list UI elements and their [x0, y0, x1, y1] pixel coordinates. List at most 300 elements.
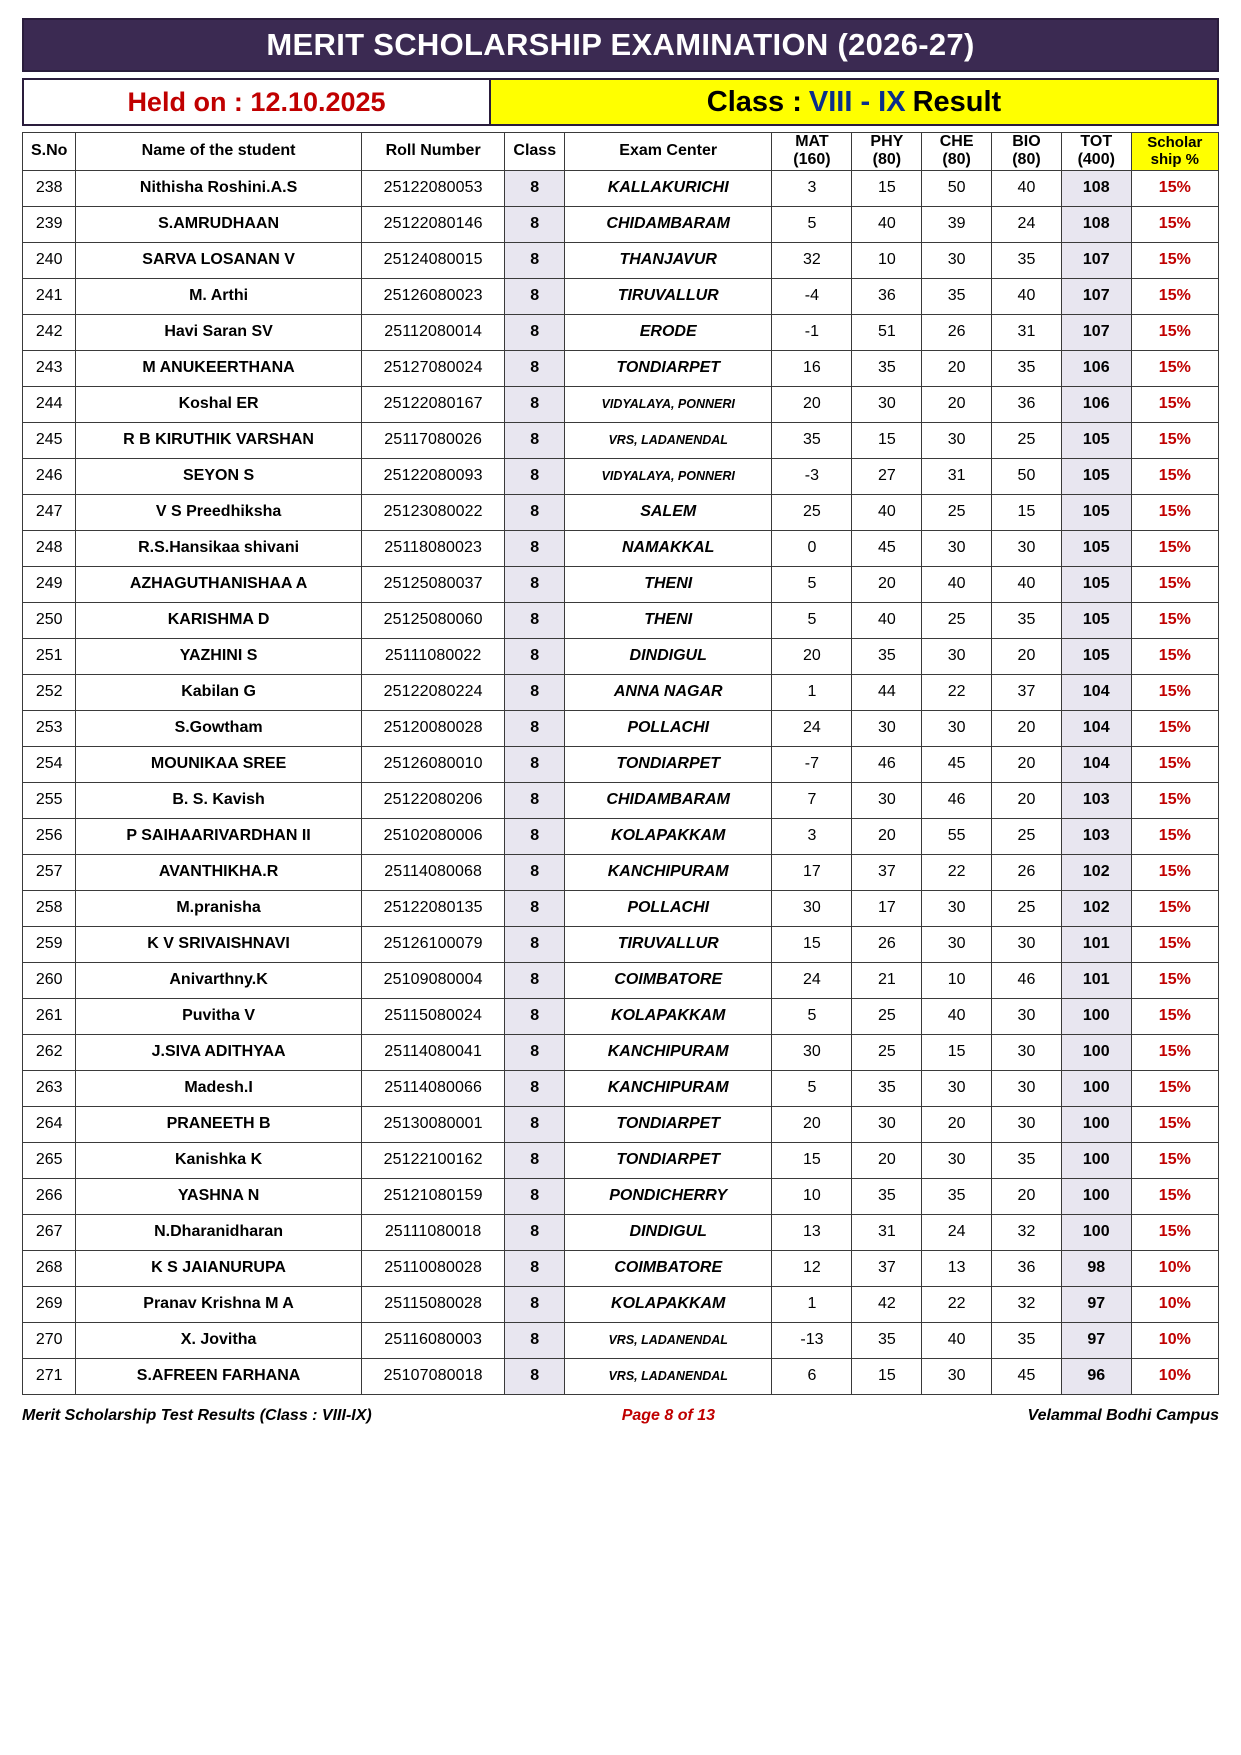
row-roll-number: 25126100079 — [361, 926, 505, 962]
row-mat-score: -4 — [772, 278, 852, 314]
row-phy-score: 51 — [852, 314, 922, 350]
row-phy-score: 35 — [852, 350, 922, 386]
row-mat-score: 35 — [772, 422, 852, 458]
row-scholarship: 15% — [1131, 314, 1218, 350]
row-scholarship: 15% — [1131, 1034, 1218, 1070]
table-row — [23, 566, 1219, 602]
row-total-score: 103 — [1061, 782, 1131, 818]
row-exam-center: KANCHIPURAM — [565, 854, 772, 890]
row-scholarship: 15% — [1131, 926, 1218, 962]
row-mat-score: 24 — [772, 710, 852, 746]
row-roll-number: 25110080028 — [361, 1250, 505, 1286]
row-phy-score: 20 — [852, 818, 922, 854]
row-roll-number: 25117080026 — [361, 422, 505, 458]
row-bio-score: 40 — [992, 278, 1062, 314]
row-mat-score: 15 — [772, 926, 852, 962]
row-bio-score: 26 — [992, 854, 1062, 890]
row-mat-score: 24 — [772, 962, 852, 998]
row-che-score: 22 — [922, 674, 992, 710]
row-exam-center: TONDIARPET — [565, 746, 772, 782]
row-student-name: R B KIRUTHIK VARSHAN — [76, 422, 361, 458]
row-che-score: 30 — [922, 422, 992, 458]
row-phy-score: 35 — [852, 1070, 922, 1106]
row-class: 8 — [505, 962, 565, 998]
row-scholarship: 15% — [1131, 242, 1218, 278]
col-mat — [772, 133, 852, 171]
row-total-score: 105 — [1061, 458, 1131, 494]
row-sno: 267 — [23, 1214, 76, 1250]
col-phy-label: PHY — [870, 133, 904, 150]
row-phy-score: 40 — [852, 602, 922, 638]
row-bio-score: 40 — [992, 566, 1062, 602]
row-che-score: 25 — [922, 494, 992, 530]
row-sno: 254 — [23, 746, 76, 782]
exam-title-bar — [22, 18, 1219, 72]
row-exam-center: PONDICHERRY — [565, 1178, 772, 1214]
row-roll-number: 25122080093 — [361, 458, 505, 494]
row-student-name: YASHNA N — [76, 1178, 361, 1214]
row-class: 8 — [505, 998, 565, 1034]
class-label: Class : — [706, 85, 802, 118]
table-row — [23, 1178, 1219, 1214]
table-row — [23, 962, 1219, 998]
row-scholarship: 15% — [1131, 206, 1218, 242]
table-row — [23, 1286, 1219, 1322]
row-bio-score: 35 — [992, 602, 1062, 638]
row-che-score: 30 — [922, 1142, 992, 1178]
row-class: 8 — [505, 1286, 565, 1322]
row-total-score: 97 — [1061, 1286, 1131, 1322]
col-center: Exam Center — [565, 133, 772, 171]
row-roll-number: 25114080041 — [361, 1034, 505, 1070]
row-phy-score: 37 — [852, 854, 922, 890]
row-bio-score: 35 — [992, 350, 1062, 386]
row-scholarship: 15% — [1131, 782, 1218, 818]
row-mat-score: 5 — [772, 1070, 852, 1106]
row-mat-score: -1 — [772, 314, 852, 350]
row-mat-score: 32 — [772, 242, 852, 278]
row-total-score: 108 — [1061, 206, 1131, 242]
row-mat-score: 5 — [772, 602, 852, 638]
row-class: 8 — [505, 1214, 565, 1250]
row-roll-number: 25109080004 — [361, 962, 505, 998]
page-title: MERIT SCHOLARSHIP EXAMINATION (2026-27) — [266, 27, 975, 62]
row-exam-center: KOLAPAKKAM — [565, 818, 772, 854]
row-exam-center: VRS, LADANENDAL — [565, 1322, 772, 1358]
row-che-score: 45 — [922, 746, 992, 782]
row-exam-center: KALLAKURICHI — [565, 170, 772, 206]
row-roll-number: 25112080014 — [361, 314, 505, 350]
row-bio-score: 20 — [992, 1178, 1062, 1214]
row-mat-score: 3 — [772, 170, 852, 206]
row-exam-center: POLLACHI — [565, 710, 772, 746]
row-total-score: 100 — [1061, 1214, 1131, 1250]
row-roll-number: 25122080135 — [361, 890, 505, 926]
row-phy-score: 15 — [852, 170, 922, 206]
col-tot — [1061, 133, 1131, 171]
row-sno: 251 — [23, 638, 76, 674]
row-bio-score: 30 — [992, 998, 1062, 1034]
sub-header — [22, 78, 1219, 126]
row-total-score: 96 — [1061, 1358, 1131, 1394]
row-sno: 255 — [23, 782, 76, 818]
row-phy-score: 25 — [852, 998, 922, 1034]
row-phy-score: 15 — [852, 1358, 922, 1394]
row-student-name: M ANUKEERTHANA — [76, 350, 361, 386]
table-row — [23, 206, 1219, 242]
row-che-score: 20 — [922, 350, 992, 386]
table-row — [23, 242, 1219, 278]
row-mat-score: 16 — [772, 350, 852, 386]
row-exam-center: CHIDAMBARAM — [565, 782, 772, 818]
col-phy — [852, 133, 922, 171]
row-sno: 260 — [23, 962, 76, 998]
row-che-score: 35 — [922, 278, 992, 314]
row-roll-number: 25122080206 — [361, 782, 505, 818]
row-scholarship: 15% — [1131, 962, 1218, 998]
row-roll-number: 25102080006 — [361, 818, 505, 854]
row-bio-score: 30 — [992, 1106, 1062, 1142]
row-sno: 253 — [23, 710, 76, 746]
row-exam-center: KOLAPAKKAM — [565, 1286, 772, 1322]
row-exam-center: VRS, LADANENDAL — [565, 422, 772, 458]
table-row — [23, 782, 1219, 818]
row-exam-center: COIMBATORE — [565, 1250, 772, 1286]
row-student-name: Kanishka K — [76, 1142, 361, 1178]
row-total-score: 105 — [1061, 602, 1131, 638]
results-table — [22, 132, 1219, 1395]
row-total-score: 100 — [1061, 1034, 1131, 1070]
row-student-name: N.Dharanidharan — [76, 1214, 361, 1250]
row-class: 8 — [505, 422, 565, 458]
table-row — [23, 278, 1219, 314]
table-row — [23, 350, 1219, 386]
row-scholarship: 10% — [1131, 1250, 1218, 1286]
col-phy-max: (80) — [872, 151, 902, 169]
row-student-name: M.pranisha — [76, 890, 361, 926]
row-mat-score: 17 — [772, 854, 852, 890]
row-sno: 263 — [23, 1070, 76, 1106]
row-scholarship: 15% — [1131, 818, 1218, 854]
table-row — [23, 818, 1219, 854]
row-total-score: 101 — [1061, 926, 1131, 962]
row-che-score: 30 — [922, 926, 992, 962]
row-che-score: 25 — [922, 602, 992, 638]
row-phy-score: 10 — [852, 242, 922, 278]
row-mat-score: -3 — [772, 458, 852, 494]
row-scholarship: 15% — [1131, 710, 1218, 746]
row-che-score: 22 — [922, 854, 992, 890]
table-row — [23, 1322, 1219, 1358]
row-roll-number: 25130080001 — [361, 1106, 505, 1142]
row-che-score: 22 — [922, 1286, 992, 1322]
row-phy-score: 20 — [852, 566, 922, 602]
row-exam-center: CHIDAMBARAM — [565, 206, 772, 242]
row-sno: 245 — [23, 422, 76, 458]
row-exam-center: ERODE — [565, 314, 772, 350]
row-bio-score: 46 — [992, 962, 1062, 998]
row-che-score: 30 — [922, 710, 992, 746]
row-exam-center: THENI — [565, 566, 772, 602]
row-scholarship: 15% — [1131, 386, 1218, 422]
row-exam-center: TONDIARPET — [565, 350, 772, 386]
row-student-name: Havi Saran SV — [76, 314, 361, 350]
row-phy-score: 40 — [852, 494, 922, 530]
row-total-score: 105 — [1061, 566, 1131, 602]
row-phy-score: 35 — [852, 638, 922, 674]
row-student-name: SEYON S — [76, 458, 361, 494]
row-scholarship: 15% — [1131, 422, 1218, 458]
row-sno: 246 — [23, 458, 76, 494]
row-phy-score: 31 — [852, 1214, 922, 1250]
row-sno: 240 — [23, 242, 76, 278]
row-class: 8 — [505, 854, 565, 890]
row-phy-score: 20 — [852, 1142, 922, 1178]
row-che-score: 24 — [922, 1214, 992, 1250]
row-roll-number: 25126080010 — [361, 746, 505, 782]
row-total-score: 107 — [1061, 242, 1131, 278]
col-tot-label: TOT — [1080, 133, 1113, 150]
row-roll-number: 25124080015 — [361, 242, 505, 278]
row-exam-center: KANCHIPURAM — [565, 1070, 772, 1106]
row-sno: 269 — [23, 1286, 76, 1322]
row-scholarship: 15% — [1131, 1142, 1218, 1178]
row-class: 8 — [505, 1070, 565, 1106]
row-roll-number: 25107080018 — [361, 1358, 505, 1394]
row-che-score: 35 — [922, 1178, 992, 1214]
row-exam-center: NAMAKKAL — [565, 530, 772, 566]
row-class: 8 — [505, 242, 565, 278]
col-sno: S.No — [23, 133, 76, 171]
row-scholarship: 15% — [1131, 1106, 1218, 1142]
row-exam-center: KANCHIPURAM — [565, 1034, 772, 1070]
row-class: 8 — [505, 1034, 565, 1070]
row-scholarship: 15% — [1131, 350, 1218, 386]
row-sno: 271 — [23, 1358, 76, 1394]
table-row — [23, 530, 1219, 566]
result-label: Result — [912, 85, 1002, 118]
row-scholarship: 15% — [1131, 638, 1218, 674]
row-student-name: Kabilan G — [76, 674, 361, 710]
row-phy-score: 30 — [852, 1106, 922, 1142]
table-row — [23, 1358, 1219, 1394]
row-class: 8 — [505, 1322, 565, 1358]
row-sno: 248 — [23, 530, 76, 566]
row-bio-score: 35 — [992, 1142, 1062, 1178]
row-scholarship: 15% — [1131, 278, 1218, 314]
row-student-name: V S Preedhiksha — [76, 494, 361, 530]
row-mat-score: 10 — [772, 1178, 852, 1214]
row-scholarship: 10% — [1131, 1358, 1218, 1394]
row-che-score: 40 — [922, 998, 992, 1034]
table-row — [23, 458, 1219, 494]
row-bio-score: 15 — [992, 494, 1062, 530]
row-class: 8 — [505, 1142, 565, 1178]
row-roll-number: 25114080066 — [361, 1070, 505, 1106]
table-header-row — [23, 133, 1219, 171]
row-scholarship: 15% — [1131, 458, 1218, 494]
table-row — [23, 386, 1219, 422]
row-total-score: 100 — [1061, 1070, 1131, 1106]
row-roll-number: 25120080028 — [361, 710, 505, 746]
row-mat-score: 5 — [772, 998, 852, 1034]
row-sno: 258 — [23, 890, 76, 926]
row-student-name: AVANTHIKHA.R — [76, 854, 361, 890]
row-scholarship: 15% — [1131, 530, 1218, 566]
row-bio-score: 32 — [992, 1214, 1062, 1250]
table-row — [23, 422, 1219, 458]
col-scholarship-line1: Scholar — [1147, 134, 1203, 152]
row-bio-score: 32 — [992, 1286, 1062, 1322]
row-student-name: Koshal ER — [76, 386, 361, 422]
row-sno: 247 — [23, 494, 76, 530]
row-exam-center: ANNA NAGAR — [565, 674, 772, 710]
row-sno: 243 — [23, 350, 76, 386]
row-che-score: 30 — [922, 530, 992, 566]
row-student-name: SARVA LOSANAN V — [76, 242, 361, 278]
row-roll-number: 25125080060 — [361, 602, 505, 638]
row-roll-number: 25123080022 — [361, 494, 505, 530]
col-che-label: CHE — [939, 133, 974, 150]
footer-page-number: Page 8 of 13 — [621, 1406, 716, 1424]
row-scholarship: 15% — [1131, 890, 1218, 926]
row-student-name: Pranav Krishna M A — [76, 1286, 361, 1322]
row-class: 8 — [505, 638, 565, 674]
class-result-box — [491, 78, 1219, 126]
row-total-score: 98 — [1061, 1250, 1131, 1286]
row-roll-number: 25126080023 — [361, 278, 505, 314]
row-student-name: P SAIHAARIVARDHAN II — [76, 818, 361, 854]
row-roll-number: 25115080024 — [361, 998, 505, 1034]
row-phy-score: 36 — [852, 278, 922, 314]
row-class: 8 — [505, 890, 565, 926]
row-mat-score: 5 — [772, 206, 852, 242]
row-total-score: 100 — [1061, 1106, 1131, 1142]
row-sno: 250 — [23, 602, 76, 638]
table-row — [23, 746, 1219, 782]
row-bio-score: 36 — [992, 1250, 1062, 1286]
row-exam-center: VIDYALAYA, PONNERI — [565, 458, 772, 494]
row-scholarship: 15% — [1131, 674, 1218, 710]
row-che-score: 30 — [922, 890, 992, 926]
row-sno: 262 — [23, 1034, 76, 1070]
row-mat-score: 15 — [772, 1142, 852, 1178]
row-sno: 259 — [23, 926, 76, 962]
row-exam-center: TIRUVALLUR — [565, 278, 772, 314]
row-phy-score: 44 — [852, 674, 922, 710]
row-bio-score: 31 — [992, 314, 1062, 350]
row-sno: 239 — [23, 206, 76, 242]
row-class: 8 — [505, 782, 565, 818]
row-sno: 256 — [23, 818, 76, 854]
row-total-score: 104 — [1061, 674, 1131, 710]
table-row — [23, 1070, 1219, 1106]
footer-left: Merit Scholarship Test Results (Class : VIII-IX) — [22, 1406, 372, 1424]
row-phy-score: 35 — [852, 1178, 922, 1214]
row-scholarship: 15% — [1131, 170, 1218, 206]
col-bio — [992, 133, 1062, 171]
col-tot-max: (400) — [1077, 151, 1115, 169]
row-total-score: 106 — [1061, 386, 1131, 422]
row-class: 8 — [505, 926, 565, 962]
row-exam-center: POLLACHI — [565, 890, 772, 926]
row-mat-score: 30 — [772, 1034, 852, 1070]
row-sno: 244 — [23, 386, 76, 422]
col-che — [922, 133, 992, 171]
class-value: VIII - IX — [808, 85, 906, 118]
row-total-score: 104 — [1061, 710, 1131, 746]
table-row — [23, 710, 1219, 746]
row-student-name: X. Jovitha — [76, 1322, 361, 1358]
table-row — [23, 602, 1219, 638]
table-row — [23, 1034, 1219, 1070]
row-scholarship: 15% — [1131, 494, 1218, 530]
row-che-score: 30 — [922, 242, 992, 278]
row-mat-score: 5 — [772, 566, 852, 602]
row-total-score: 100 — [1061, 998, 1131, 1034]
row-bio-score: 45 — [992, 1358, 1062, 1394]
row-exam-center: KOLAPAKKAM — [565, 998, 772, 1034]
row-che-score: 20 — [922, 386, 992, 422]
table-row — [23, 1214, 1219, 1250]
row-che-score: 55 — [922, 818, 992, 854]
row-scholarship: 15% — [1131, 1070, 1218, 1106]
col-class: Class — [505, 133, 565, 171]
row-phy-score: 17 — [852, 890, 922, 926]
row-student-name: J.SIVA ADITHYAA — [76, 1034, 361, 1070]
row-mat-score: 1 — [772, 674, 852, 710]
row-scholarship: 15% — [1131, 746, 1218, 782]
col-bio-max: (80) — [1012, 151, 1041, 169]
row-roll-number: 25115080028 — [361, 1286, 505, 1322]
row-mat-score: -7 — [772, 746, 852, 782]
row-total-score: 101 — [1061, 962, 1131, 998]
row-student-name: K V SRIVAISHNAVI — [76, 926, 361, 962]
col-roll: Roll Number — [361, 133, 505, 171]
row-class: 8 — [505, 602, 565, 638]
row-class: 8 — [505, 566, 565, 602]
table-row — [23, 1106, 1219, 1142]
row-bio-score: 50 — [992, 458, 1062, 494]
row-sno: 268 — [23, 1250, 76, 1286]
row-mat-score: 25 — [772, 494, 852, 530]
row-roll-number: 25122080146 — [361, 206, 505, 242]
row-sno: 238 — [23, 170, 76, 206]
row-student-name: Puvitha V — [76, 998, 361, 1034]
row-total-score: 108 — [1061, 170, 1131, 206]
row-class: 8 — [505, 494, 565, 530]
row-student-name: MOUNIKAA SREE — [76, 746, 361, 782]
row-phy-score: 35 — [852, 1322, 922, 1358]
row-sno: 257 — [23, 854, 76, 890]
row-total-score: 97 — [1061, 1322, 1131, 1358]
row-class: 8 — [505, 278, 565, 314]
col-scholarship-line2: ship % — [1150, 151, 1199, 169]
row-che-score: 30 — [922, 638, 992, 674]
row-exam-center: SALEM — [565, 494, 772, 530]
col-name: Name of the student — [76, 133, 361, 171]
row-total-score: 107 — [1061, 278, 1131, 314]
row-total-score: 105 — [1061, 530, 1131, 566]
row-mat-score: 12 — [772, 1250, 852, 1286]
row-student-name: Madesh.I — [76, 1070, 361, 1106]
row-bio-score: 30 — [992, 530, 1062, 566]
row-roll-number: 25114080068 — [361, 854, 505, 890]
col-mat-label: MAT — [795, 133, 829, 150]
row-total-score: 104 — [1061, 746, 1131, 782]
col-bio-label: BIO — [1012, 133, 1041, 150]
row-class: 8 — [505, 1106, 565, 1142]
